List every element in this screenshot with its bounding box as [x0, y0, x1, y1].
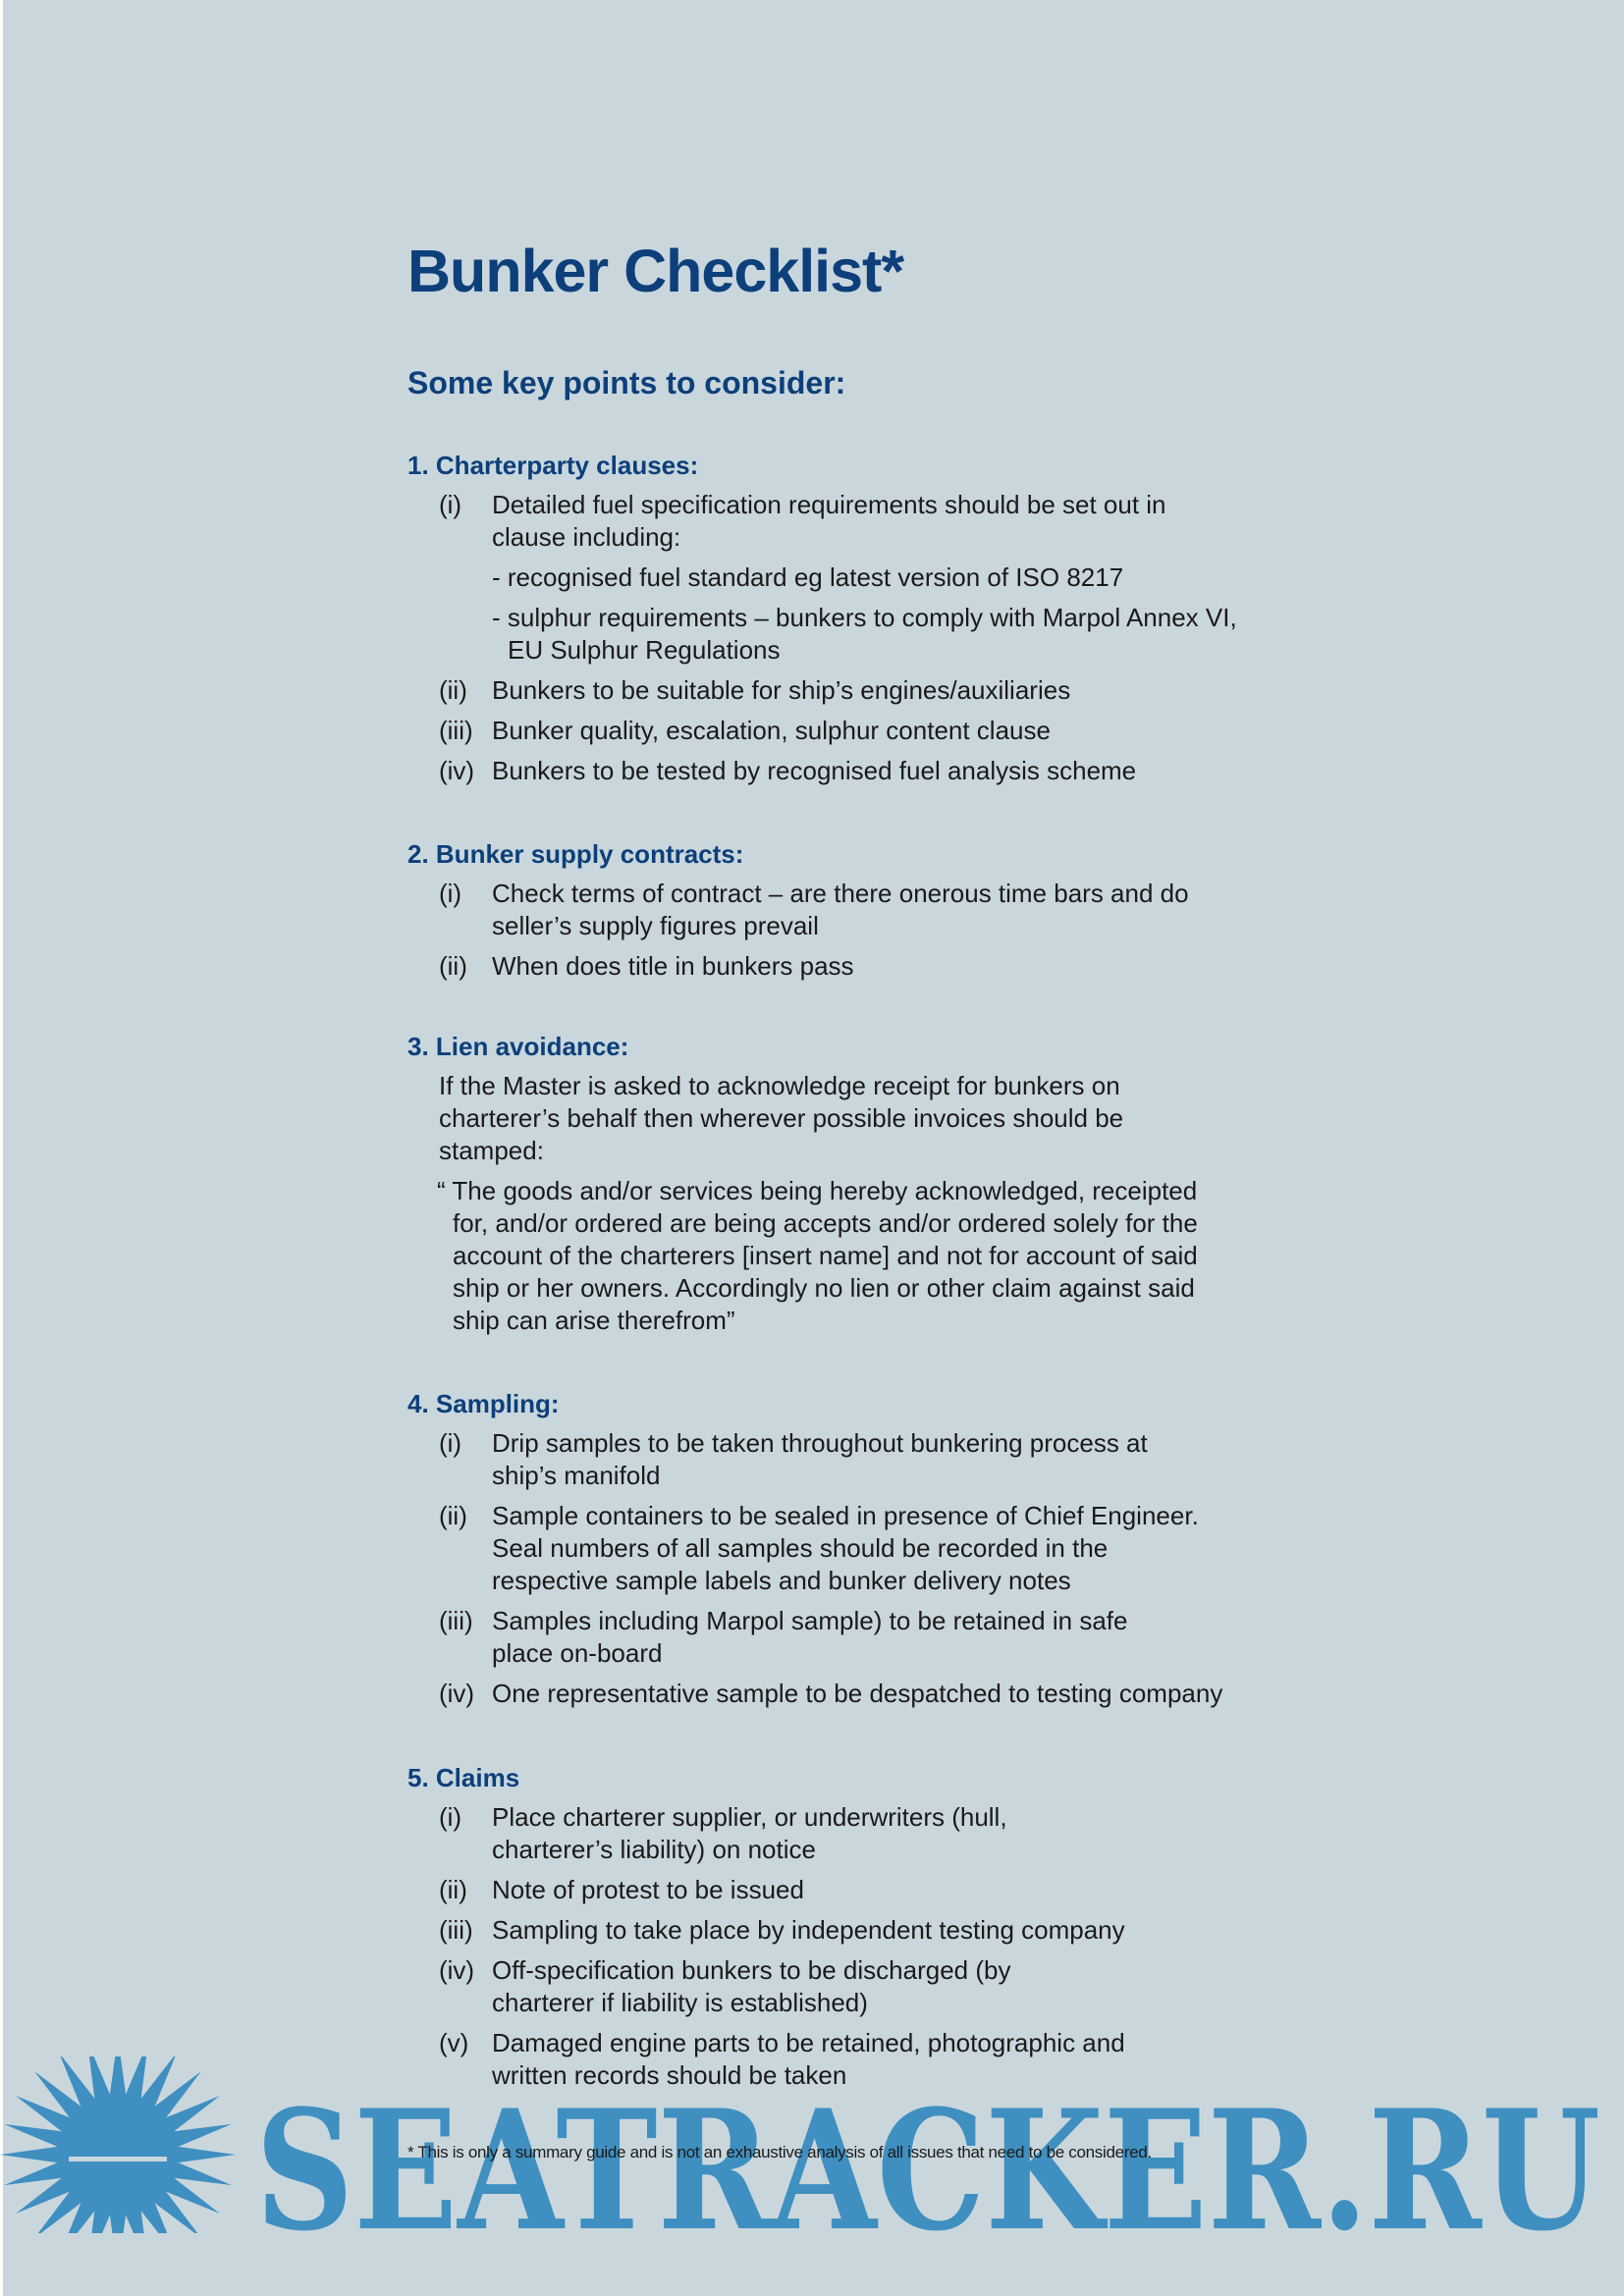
section-lien-avoidance [407, 1031, 1272, 1337]
item-number: (iii) [439, 716, 473, 745]
item-text: Bunker quality, escalation, sulphur content clause [492, 716, 1051, 745]
item-text: Place charterer supplier, or underwriters (hull, charterer’s liability) on notice [492, 1802, 1007, 1864]
list-item [407, 1605, 1160, 1670]
item-number: (v) [439, 2028, 469, 2057]
list-item [407, 1500, 1218, 1597]
item-number: (i) [439, 490, 462, 519]
item-number: (i) [439, 1802, 462, 1832]
item-text: Samples including Marpol sample) to be retained in safe place on-board [492, 1606, 1128, 1668]
sub-point [407, 602, 1238, 667]
page-edge [0, 0, 3, 2296]
section-heading: 3. Lien avoidance: [407, 1032, 629, 1061]
item-number: (iv) [439, 756, 475, 785]
list-item [407, 489, 1199, 554]
item-text: One representative sample to be despatched to testing company [492, 1679, 1223, 1708]
item-text: Damaged engine parts to be retained, photographic and written records should be taken [492, 2028, 1125, 2090]
list-item [407, 1914, 1272, 1947]
list-item [407, 950, 1272, 983]
section-heading: 4. Sampling: [407, 1389, 560, 1418]
list-item [407, 1954, 1022, 2019]
item-number: (i) [439, 1428, 462, 1458]
item-number: (iii) [439, 1606, 473, 1635]
item-number: (iii) [439, 1915, 473, 1945]
item-number: (iv) [439, 1679, 475, 1708]
item-text: Drip samples to be taken throughout bunkering process at ship’s manifold [492, 1428, 1148, 1490]
item-number: (i) [439, 879, 462, 908]
sub-point-text: - sulphur requirements – bunkers to comply with Marpol Annex VI, EU Sulphur Regulations [492, 603, 1237, 665]
list-item [407, 1427, 1199, 1492]
section-heading: 1. Charterparty clauses: [407, 451, 699, 480]
list-item [407, 1801, 1042, 1866]
list-item [407, 755, 1272, 787]
list-item [407, 674, 1272, 707]
sun-logo-icon [0, 2056, 236, 2233]
page-subtitle: Some key points to consider: [407, 365, 846, 400]
section-sampling [407, 1388, 1272, 1710]
document-body [407, 236, 1272, 2090]
watermark-text: SEATRACKER.RU [255, 2073, 1600, 2233]
item-number: (iv) [439, 1955, 475, 1985]
item-text: Sample containers to be sealed in presence of Chief Engineer. Seal numbers of all samples should be recorded in the respective sample labels and bunker delivery notes [492, 1501, 1199, 1595]
item-number: (ii) [439, 951, 467, 981]
sub-point-text: - recognised fuel standard eg latest version of ISO 8217 [492, 562, 1124, 592]
section-heading: 2. Bunker supply contracts: [407, 839, 744, 869]
item-number: (ii) [439, 675, 467, 705]
section-bunker-supply-contracts [407, 838, 1272, 983]
lien-paragraph: If the Master is asked to acknowledge receipt for bunkers on charterer’s behalf then wherever possible invoices should be stamped: [439, 1071, 1124, 1165]
sub-point [407, 561, 1272, 594]
page-title: Bunker Checklist* [407, 238, 904, 304]
lien-stamp-quote: “ The goods and/or services being hereby acknowledged, receipted for, and/or ordered are being accepts and/or ordered solely for the account of the charterers [insert name] and not for account of said ship or her owners. Accordingly no lien or other claim against said ship can arise therefrom” [437, 1176, 1198, 1335]
list-item [407, 1874, 1272, 1906]
item-text: Off-specification bunkers to be discharged (by charterer if liability is established) [492, 1955, 1011, 2017]
item-text: Bunkers to be suitable for ship’s engines/auxiliaries [492, 675, 1071, 705]
list-item [407, 715, 1272, 747]
section-heading: 5. Claims [407, 1763, 520, 1792]
item-number: (ii) [439, 1875, 467, 1904]
footnote: * This is only a summary guide and is not an exhaustive analysis of all issues that need to be considered. [407, 2143, 1152, 2162]
item-text: Check terms of contract – are there onerous time bars and do seller’s supply figures prevail [492, 879, 1189, 940]
item-text: When does title in bunkers pass [492, 951, 854, 981]
item-text: Bunkers to be tested by recognised fuel analysis scheme [492, 756, 1137, 785]
list-item [407, 1678, 1356, 1710]
item-text: Detailed fuel specification requirements should be set out in clause including: [492, 490, 1166, 552]
item-number: (ii) [439, 1501, 467, 1530]
item-text: Note of protest to be issued [492, 1875, 804, 1904]
item-text: Sampling to take place by independent testing company [492, 1915, 1125, 1945]
list-item [407, 878, 1199, 942]
section-charterparty-clauses [407, 450, 1272, 787]
section-claims [407, 1762, 1272, 2092]
